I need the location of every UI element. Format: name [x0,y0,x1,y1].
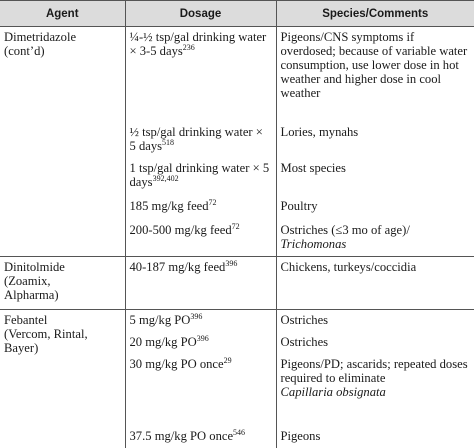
species-cell: Poultry [276,196,474,220]
table-row [0,310,474,333]
species-cell: Pigeons/PD; ascarids; repeated doses required to eliminate Capillaria obsignata [276,354,474,426]
dosage-cell: 185 mg/kg feed$^{72}$ [125,196,276,220]
agent-name: Febantel [4,313,121,327]
dosage-cell: 30 mg/kg PO once$^{29}$ [125,354,276,426]
dosage-cell: 20 mg/kg PO$^{396}$ [125,332,276,354]
species-cell: Ostriches (≤3 mo of age)/ Trichomonas [276,220,474,257]
header-dosage: Dosage [125,1,276,27]
dosage-cell: 200-500 mg/kg feed$^{72}$ [125,220,276,257]
dosage-cell: ¼-½ tsp/gal drinking water × 3-5 days$^{236}$ [125,27,276,122]
species-cell: Lories, mynahs [276,122,474,158]
agent-detail: (Vercom, Rintal, [4,327,121,341]
dosage-cell: ½ tsp/gal drinking water × 5 days$^{518}$ [125,122,276,158]
agent-name: Dimetridazole [4,30,121,44]
table-header-row [0,1,474,27]
agent-detail: Alpharma) [4,288,121,302]
agent-detail: Bayer) [4,341,121,355]
header-agent: Agent [0,1,125,27]
species-cell: Chickens, turkeys/coccidia [276,257,474,310]
header-species-comments: Species/Comments [276,1,474,27]
table-row [0,257,474,310]
species-cell: Pigeons [276,426,474,448]
agent-cell [0,257,125,310]
dosage-cell: 40-187 mg/kg feed$^{396}$ [125,257,276,310]
species-cell: Pigeons/CNS symptoms if overdosed; because of variable water consumption, use lower dose in hot weather and higher dose in cool weather [276,27,474,122]
species-cell: Ostriches [276,332,474,354]
agent-detail: (Zoamix, [4,274,121,288]
species-cell: Most species [276,158,474,196]
agent-detail: (cont’d) [4,44,121,58]
agent-name: Dinitolmide [4,260,121,274]
agent-cell [0,27,125,257]
species-cell: Ostriches [276,310,474,333]
dosage-cell: 5 mg/kg PO$^{396}$ [125,310,276,333]
agent-cell [0,310,125,448]
dosage-cell: 1 tsp/gal drinking water × 5 days$^{392,402}$ [125,158,276,196]
table-row [0,27,474,122]
dosage-cell: 37.5 mg/kg PO once$^{546}$ [125,426,276,448]
